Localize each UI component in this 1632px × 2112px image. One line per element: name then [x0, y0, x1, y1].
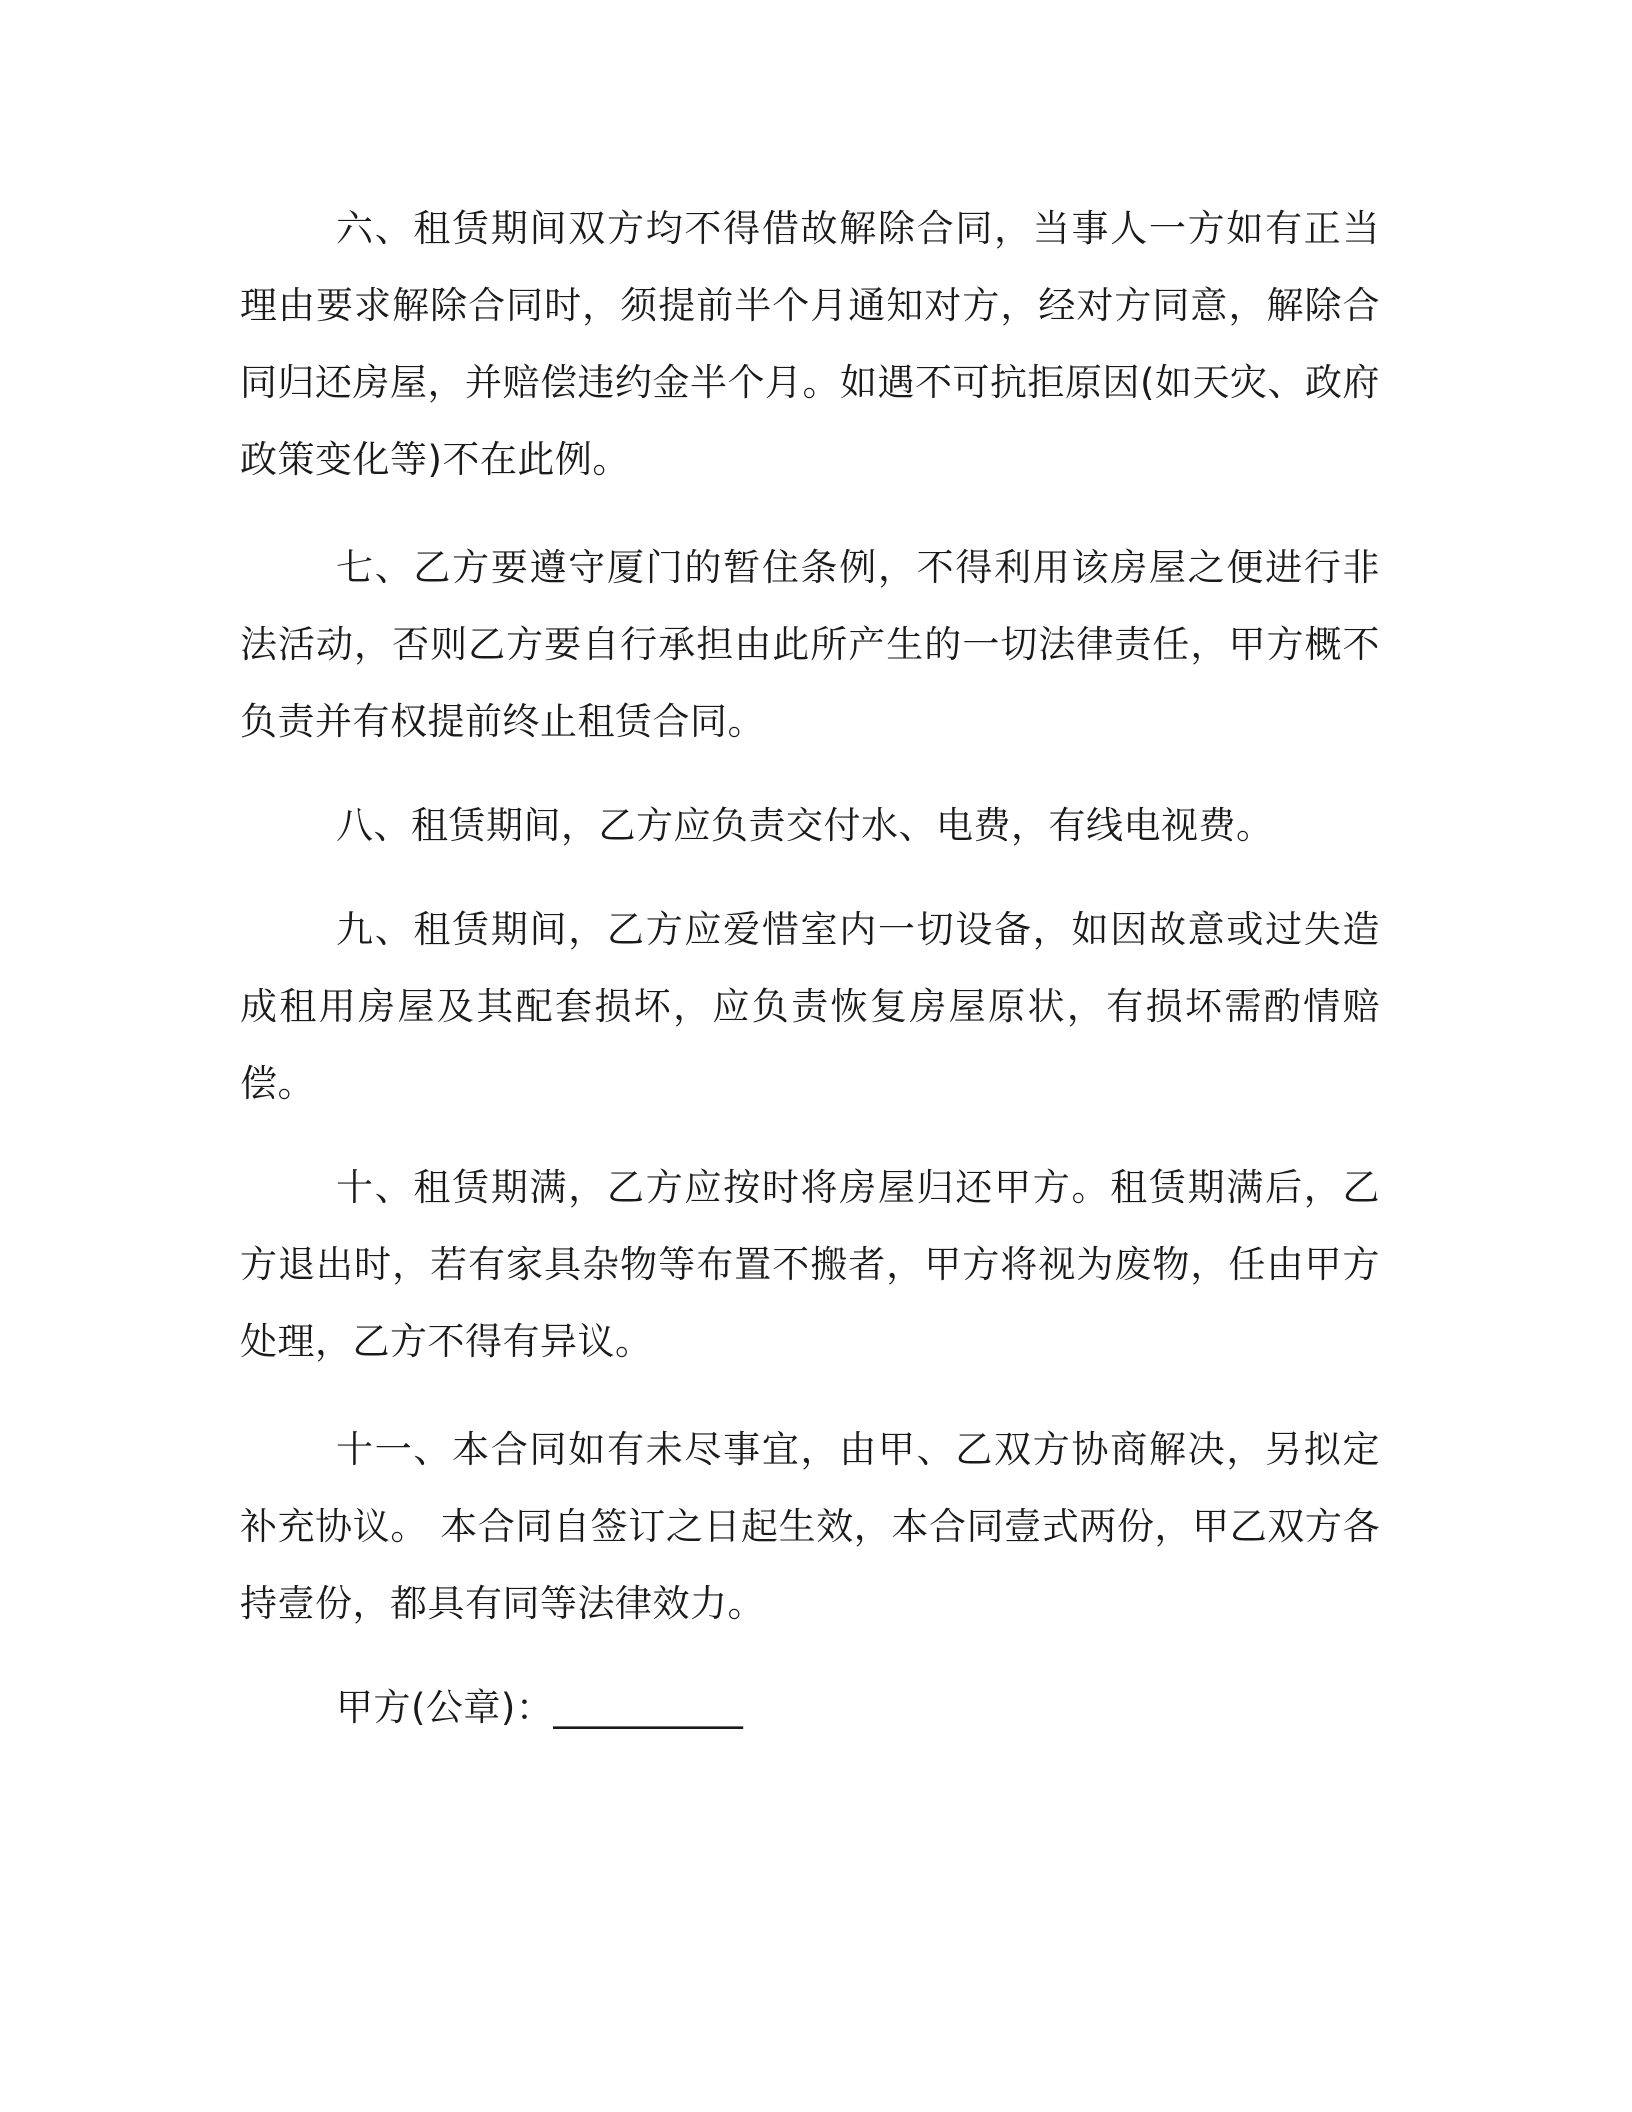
clause-7: 七、乙方要遵守厦门的暂住条例，不得利用该房屋之便进行非法活动，否则乙方要自行承担由此所产生的一切法律责任，甲方概不负责并有权提前终止租赁合同。: [240, 546, 1380, 743]
clause-8: 八、租赁期间，乙方应负责交付水、电费，有线电视费。: [336, 804, 1274, 847]
party-a-signature-line: 甲方(公章)：__________: [336, 1686, 744, 1729]
clause-10: 十、租赁期满，乙方应按时将房屋归还甲方。租赁期满后，乙方退出时，若有家具杂物等布置不搬者，甲方将视为废物，任由甲方处理，乙方不得有异议。: [240, 1166, 1380, 1363]
clause-6: 六、租赁期间双方均不得借故解除合同，当事人一方如有正当理由要求解除合同时，须提前半个月通知对方，经对方同意，解除合同归还房屋，并赔偿违约金半个月。如遇不可抗拒原因(如天灾、政府政策变化等)不在此例。: [240, 207, 1380, 481]
document-body: [240, 190, 1380, 1746]
clause-9: 九、租赁期间，乙方应爱惜室内一切设备，如因故意或过失造成租用房屋及其配套损坏，应负责恢复房屋原状，有损坏需酌情赔偿。: [240, 908, 1380, 1105]
clause-11: 十一、本合同如有未尽事宜，由甲、乙双方协商解决，另拟定补充协议。 本合同自签订之日起生效，本合同壹式两份，甲乙双方各持壹份，都具有同等法律效力。: [240, 1428, 1380, 1625]
